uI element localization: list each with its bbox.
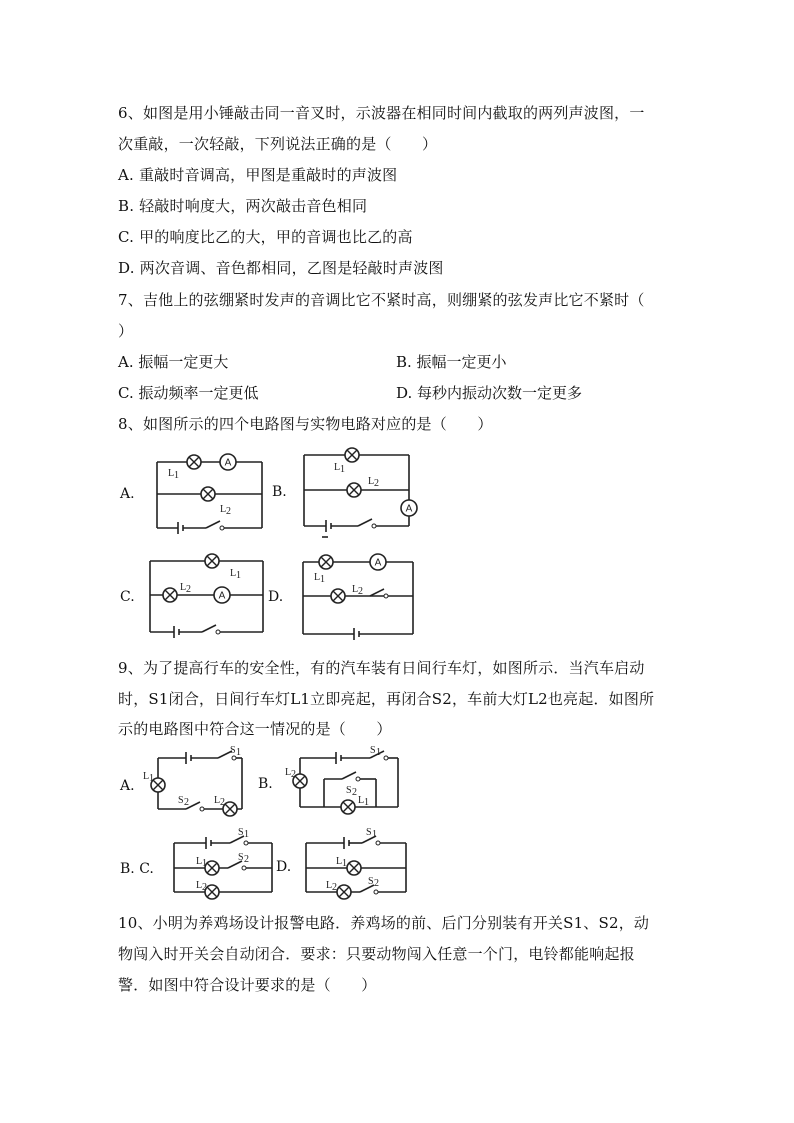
svg-text:2: 2 [202, 882, 207, 893]
svg-text:S: S [346, 785, 352, 796]
svg-text:1: 1 [340, 464, 345, 475]
svg-text:1: 1 [364, 797, 369, 808]
q9-stem-line1: 9、为了提高行车的安全性，有的汽车装有日间行车灯，如图所示．当汽车启动 [118, 659, 645, 677]
q10-stem-line2: 物闯入时开关会自动闭合．要求：只要动物闯入任意一个门，电铃都能响起报 [118, 945, 635, 963]
svg-text:2: 2 [332, 882, 337, 893]
q6-stem-line1: 6、如图是用小锤敲击同一音叉时，示波器在相同时间内截取的两列声波图，一 [118, 104, 645, 122]
svg-text:2: 2 [291, 769, 296, 780]
q9-stem-line3: 示的电路图中符合这一情况的是（ ） [118, 720, 392, 738]
q6-option-d: D. 两次音调、音色都相同，乙图是轻敲时声波图 [118, 259, 444, 277]
q7-stem-line2: ） [118, 322, 134, 340]
q6-option-c: C. 甲的响度比乙的大，甲的音调也比乙的高 [118, 228, 413, 246]
svg-text:1: 1 [202, 858, 207, 869]
svg-text:1: 1 [236, 570, 241, 581]
q9-circuit-b [284, 743, 414, 818]
svg-text:L: L [368, 476, 375, 487]
svg-text:1: 1 [372, 829, 377, 840]
q7-stem-line1: 7、吉他上的弦绷紧时发声的音调比它不紧时高，则绷紧的弦发声比它不紧时（ [118, 291, 645, 309]
svg-text:L: L [326, 880, 333, 891]
svg-text:1: 1 [244, 829, 249, 840]
svg-text:L: L [230, 568, 237, 579]
svg-text:S: S [366, 827, 372, 838]
svg-text:L: L [196, 856, 203, 867]
svg-text:L: L [352, 584, 359, 595]
svg-text:2: 2 [374, 878, 379, 889]
q9-stem-line2: 时，S1闭合，日间行车灯L1立即亮起，再闭合S2，车前大灯L2也亮起．如图所 [118, 690, 655, 708]
svg-text:1: 1 [174, 470, 179, 481]
svg-text:2: 2 [358, 586, 363, 597]
q8-label-b: B. [272, 484, 287, 500]
q9-circuit-d [298, 826, 418, 901]
svg-text:S: S [368, 876, 374, 887]
svg-text:L: L [336, 856, 343, 867]
svg-text:2: 2 [244, 854, 249, 865]
svg-text:L: L [334, 462, 341, 473]
svg-text:1: 1 [342, 858, 347, 869]
svg-text:S: S [238, 852, 244, 863]
svg-text:S: S [370, 745, 376, 756]
svg-text:2: 2 [352, 787, 357, 798]
svg-text:2: 2 [184, 797, 189, 808]
svg-text:L: L [168, 468, 175, 479]
svg-text:L: L [314, 572, 321, 583]
svg-text:S: S [178, 795, 184, 806]
svg-text:S: S [238, 827, 244, 838]
q8-circuit-c [146, 550, 276, 640]
svg-text:2: 2 [374, 478, 379, 489]
svg-text:1: 1 [149, 773, 154, 784]
q9-label-b: B. [258, 776, 273, 792]
svg-text:2: 2 [226, 506, 231, 517]
svg-text:L: L [358, 795, 365, 806]
q8-circuit-b [296, 444, 426, 539]
q7-option-a: A. 振幅一定更大 [118, 353, 229, 371]
q8-label-c: C. [120, 589, 135, 605]
svg-text:L: L [214, 795, 221, 806]
svg-text:1: 1 [376, 747, 381, 758]
q7-option-c: C. 振动频率一定更低 [118, 384, 259, 402]
svg-text:1: 1 [236, 747, 241, 758]
svg-text:S: S [230, 745, 236, 756]
q6-stem-line2: 次重敲，一次轻敲，下列说法正确的是（ ） [118, 135, 438, 153]
q8-circuit-d [298, 548, 428, 640]
q8-label-a: A. [120, 486, 135, 502]
q8-stem: 8、如图所示的四个电路图与实物电路对应的是（ ） [118, 415, 493, 433]
q8-label-d: D. [268, 589, 284, 605]
q9-label-d: D. [276, 859, 292, 875]
q9-label-a: A. [120, 778, 135, 794]
q7-option-d: D. 每秒内振动次数一定更多 [396, 384, 583, 402]
svg-text:L: L [285, 767, 292, 778]
svg-text:2: 2 [220, 797, 225, 808]
q10-stem-line3: 警．如图中符合设计要求的是（ ） [118, 976, 377, 994]
svg-text:L: L [180, 582, 187, 593]
q9-circuit-c [166, 826, 286, 901]
svg-text:2: 2 [186, 584, 191, 595]
svg-text:L: L [143, 771, 150, 782]
q9-circuit-a [143, 743, 256, 823]
q9-label-c: B. C. [120, 861, 154, 877]
q8-circuit-a [150, 450, 270, 535]
q6-option-a: A. 重敲时音调高，甲图是重敲时的声波图 [118, 166, 398, 184]
q10-stem-line1: 10、小明为养鸡场设计报警电路．养鸡场的前、后门分别装有开关S1、S2，动 [118, 914, 650, 932]
q7-option-b: B. 振幅一定更小 [396, 353, 507, 371]
q6-option-b: B. 轻敲时响度大，两次敲击音色相同 [118, 197, 368, 215]
svg-text:1: 1 [320, 574, 325, 585]
svg-text:L: L [196, 880, 203, 891]
svg-text:L: L [220, 504, 227, 515]
